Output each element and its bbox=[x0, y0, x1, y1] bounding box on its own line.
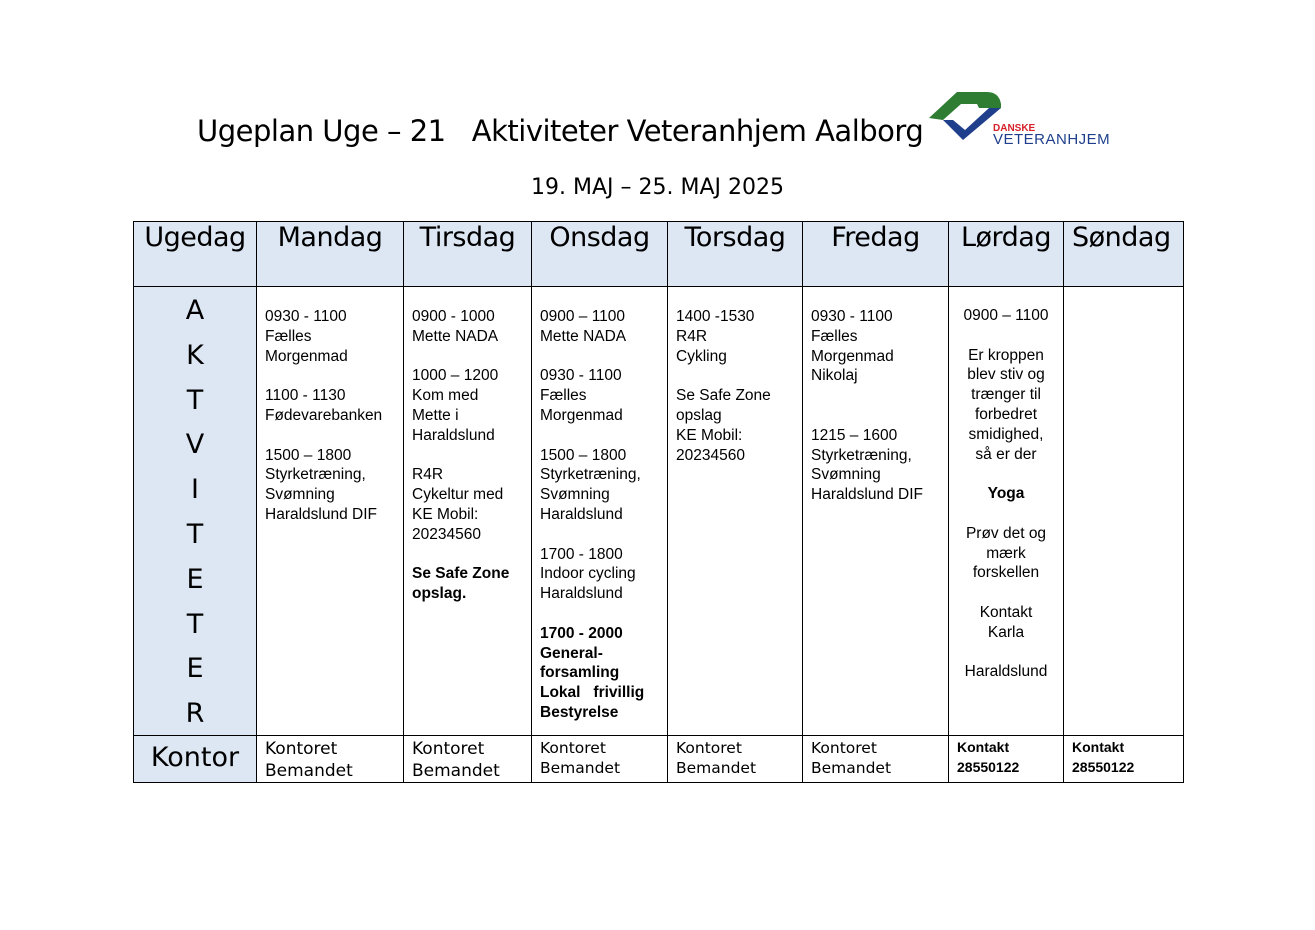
col-header-mandag: Mandag bbox=[257, 222, 404, 287]
kontor-sunday: Kontakt 28550122 bbox=[1064, 735, 1184, 782]
activities-label: A K T V I T E T E R bbox=[134, 287, 257, 736]
kontor-friday: Kontoret Bemandet bbox=[803, 735, 949, 782]
thursday-activities: 1400 -1530 R4R Cykling Se Safe Zone opslag KE Mobil: 20234560 bbox=[668, 287, 803, 736]
col-header-tirsdag: Tirsdag bbox=[404, 222, 532, 287]
monday-activities: 0930 - 1100 Fælles Morgenmad 1100 - 1130 Fødevarebanken 1500 – 1800 Styrketræning, Svømning Haraldslund DIF bbox=[257, 287, 404, 736]
saturday-activities: 0900 – 1100 Er kroppen blev stiv og trænger til forbedret smidighed, så er der Yoga Prøv det og mærk forskellen Kontakt Karla Haraldslund bbox=[949, 287, 1064, 736]
svg-text:DANSKE: DANSKE bbox=[993, 123, 1036, 134]
friday-activities: 0930 - 1100 Fælles Morgenmad Nikolaj 1215 – 1600 Styrketræning, Svømning Haraldslund DIF bbox=[803, 287, 949, 736]
kontor-label: Kontor bbox=[134, 735, 257, 782]
kontor-row bbox=[134, 735, 1184, 782]
danske-veteranhjem-logo bbox=[927, 90, 1127, 150]
activities-row bbox=[134, 287, 1184, 736]
svg-text:VETERANHJEM: VETERANHJEM bbox=[993, 131, 1111, 148]
col-header-lordag: Lørdag bbox=[949, 222, 1064, 287]
tuesday-activities: 0900 - 1000 Mette NADA 1000 – 1200 Kom med Mette i Haraldslund R4R Cykeltur med KE Mobil: 20234560 Se Safe Zone opslag. bbox=[404, 287, 532, 736]
col-header-ugedag: Ugedag bbox=[134, 222, 257, 287]
page-title: Ugeplan Uge – 21 Aktiviteter Veteranhjem Aalborg bbox=[197, 114, 924, 148]
date-range: 19. MAJ – 25. MAJ 2025 bbox=[531, 175, 784, 200]
sunday-activities bbox=[1064, 287, 1184, 736]
header-row bbox=[134, 222, 1184, 287]
col-header-sondag: Søndag bbox=[1064, 222, 1184, 287]
kontor-monday: Kontoret Bemandet bbox=[257, 735, 404, 782]
kontor-thursday: Kontoret Bemandet bbox=[668, 735, 803, 782]
kontor-tuesday: Kontoret Bemandet bbox=[404, 735, 532, 782]
col-header-fredag: Fredag bbox=[803, 222, 949, 287]
weekly-schedule-table bbox=[133, 221, 1184, 783]
col-header-onsdag: Onsdag bbox=[532, 222, 668, 287]
wednesday-activities: 0900 – 1100 Mette NADA 0930 - 1100 Fælles Morgenmad 1500 – 1800 Styrketræning, Svømning Haraldslund 1700 - 1800 Indoor cycling Haraldslund 1700 - 2000 General- forsamling Lokal frivillig Bestyrelse bbox=[532, 287, 668, 736]
col-header-torsdag: Torsdag bbox=[668, 222, 803, 287]
kontor-saturday: Kontakt 28550122 bbox=[949, 735, 1064, 782]
kontor-wednesday: Kontoret Bemandet bbox=[532, 735, 668, 782]
logo-mark-icon bbox=[929, 92, 1001, 140]
